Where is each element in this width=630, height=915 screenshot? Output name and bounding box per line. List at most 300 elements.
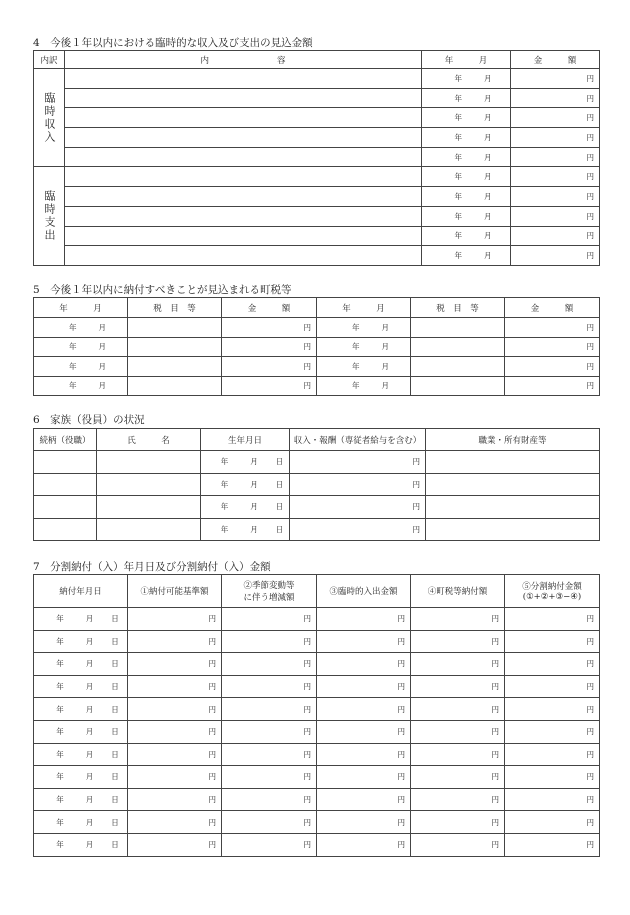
amount-cell[interactable] bbox=[222, 630, 317, 653]
month-label: 月 bbox=[85, 682, 94, 692]
amount-cell[interactable] bbox=[411, 653, 505, 676]
amount-cell[interactable] bbox=[128, 608, 222, 631]
yen-label: 円 bbox=[303, 749, 311, 759]
table-row bbox=[34, 833, 600, 856]
amount-cell[interactable] bbox=[222, 357, 317, 377]
yen-label: 円 bbox=[491, 840, 499, 850]
amount-cell[interactable] bbox=[505, 318, 600, 338]
month-label: 月 bbox=[381, 381, 389, 391]
amount-cell[interactable] bbox=[511, 187, 600, 207]
name-cell[interactable] bbox=[97, 473, 201, 496]
yen-label: 円 bbox=[303, 659, 311, 669]
yen-label: 円 bbox=[303, 840, 311, 850]
amount-cell[interactable] bbox=[511, 69, 600, 89]
yen-label: 円 bbox=[208, 817, 216, 827]
year-label: 年 bbox=[56, 636, 64, 646]
amount-cell[interactable] bbox=[317, 766, 411, 789]
section-4-title: 4 今後１年以内における臨時的な収入及び支出の見込金額 bbox=[33, 37, 313, 49]
content-cell[interactable] bbox=[65, 88, 422, 108]
year-label: 年 bbox=[56, 682, 64, 692]
amount-cell[interactable] bbox=[411, 720, 505, 743]
header-installment-line2: (①+②+③−④) bbox=[522, 592, 582, 602]
expected-tax-table bbox=[33, 297, 600, 396]
month-label: 月 bbox=[484, 152, 492, 162]
table-row bbox=[34, 743, 600, 766]
table-row bbox=[34, 496, 600, 519]
yen-label: 円 bbox=[208, 614, 216, 624]
year-label: 年 bbox=[56, 704, 64, 714]
name-cell[interactable] bbox=[97, 496, 201, 519]
tax-item-cell[interactable] bbox=[411, 337, 505, 357]
job-cell[interactable] bbox=[426, 473, 600, 496]
amount-cell[interactable] bbox=[222, 318, 317, 338]
table-row bbox=[34, 226, 600, 246]
header-yearmonth-2: 年 月 bbox=[317, 298, 411, 318]
amount-cell[interactable] bbox=[317, 743, 411, 766]
table-row bbox=[34, 766, 600, 789]
month-label: 月 bbox=[85, 704, 94, 714]
tax-item-cell[interactable] bbox=[128, 357, 222, 377]
month-label: 月 bbox=[484, 231, 492, 241]
amount-cell[interactable] bbox=[511, 88, 600, 108]
header-item-1: 税 目 等 bbox=[128, 298, 222, 318]
year-label: 年 bbox=[220, 524, 229, 534]
amount-cell[interactable] bbox=[128, 698, 222, 721]
table-row bbox=[34, 376, 600, 396]
yen-label: 円 bbox=[208, 636, 216, 646]
year-label: 年 bbox=[220, 502, 229, 512]
yen-label: 円 bbox=[491, 817, 499, 827]
yen-label: 円 bbox=[397, 772, 405, 782]
amount-cell[interactable] bbox=[317, 675, 411, 698]
yen-label: 円 bbox=[586, 211, 594, 221]
amount-cell[interactable] bbox=[505, 376, 600, 396]
year-label: 年 bbox=[56, 772, 64, 782]
amount-cell[interactable] bbox=[222, 766, 317, 789]
yen-label: 円 bbox=[491, 636, 499, 646]
date-cell[interactable] bbox=[34, 720, 128, 743]
amount-cell[interactable] bbox=[505, 608, 600, 631]
relation-cell[interactable] bbox=[34, 518, 97, 541]
header-amount-2: 金 額 bbox=[505, 298, 600, 318]
month-label: 月 bbox=[98, 381, 106, 391]
amount-cell[interactable] bbox=[317, 788, 411, 811]
yen-label: 円 bbox=[491, 795, 499, 805]
tax-item-cell[interactable] bbox=[411, 357, 505, 377]
header-breakdown: 内訳 bbox=[34, 51, 65, 69]
table-row bbox=[34, 318, 600, 338]
content-cell[interactable] bbox=[65, 246, 422, 266]
yen-label: 円 bbox=[586, 251, 594, 261]
tax-item-cell[interactable] bbox=[411, 318, 505, 338]
year-label: 年 bbox=[352, 342, 360, 352]
year-label: 年 bbox=[454, 251, 462, 261]
year-label: 年 bbox=[454, 132, 462, 142]
year-label: 年 bbox=[454, 172, 462, 182]
income-cell[interactable] bbox=[290, 518, 426, 541]
year-label: 年 bbox=[69, 342, 77, 352]
yen-label: 円 bbox=[412, 457, 420, 467]
year-label: 年 bbox=[56, 749, 64, 759]
yearmonth-cell[interactable] bbox=[34, 357, 128, 377]
year-label: 年 bbox=[454, 152, 462, 162]
content-cell[interactable] bbox=[65, 128, 422, 148]
amount-cell[interactable] bbox=[317, 833, 411, 856]
amount-cell[interactable] bbox=[128, 743, 222, 766]
amount-cell[interactable] bbox=[511, 147, 600, 167]
yearmonth-cell[interactable] bbox=[422, 147, 511, 167]
table-row bbox=[34, 675, 600, 698]
yen-label: 円 bbox=[397, 795, 405, 805]
header-payment-date: 納付年月日 bbox=[34, 575, 128, 608]
table-row bbox=[34, 608, 600, 631]
amount-cell[interactable] bbox=[317, 630, 411, 653]
yen-label: 円 bbox=[208, 659, 216, 669]
yen-label: 円 bbox=[397, 614, 405, 624]
year-label: 年 bbox=[220, 457, 229, 467]
yen-label: 円 bbox=[586, 73, 594, 83]
date-cell[interactable] bbox=[201, 451, 290, 474]
table-row bbox=[34, 187, 600, 207]
header-installment-line1: ⑤分割納付金額 bbox=[522, 582, 582, 592]
date-cell[interactable] bbox=[34, 743, 128, 766]
day-label: 日 bbox=[275, 502, 284, 512]
job-cell[interactable] bbox=[426, 496, 600, 519]
content-cell[interactable] bbox=[65, 147, 422, 167]
amount-cell[interactable] bbox=[222, 675, 317, 698]
date-cell[interactable] bbox=[34, 630, 128, 653]
amount-cell[interactable] bbox=[222, 608, 317, 631]
installment-table bbox=[33, 574, 600, 857]
amount-cell[interactable] bbox=[511, 206, 600, 226]
amount-cell[interactable] bbox=[222, 653, 317, 676]
yearmonth-cell[interactable] bbox=[422, 88, 511, 108]
month-label: 月 bbox=[250, 479, 258, 489]
amount-cell[interactable] bbox=[411, 833, 505, 856]
amount-cell[interactable] bbox=[505, 743, 600, 766]
amount-cell[interactable] bbox=[128, 766, 222, 789]
name-cell[interactable] bbox=[97, 518, 201, 541]
amount-cell[interactable] bbox=[128, 788, 222, 811]
job-cell[interactable] bbox=[426, 518, 600, 541]
header-yearmonth: 年 月 bbox=[422, 51, 511, 69]
yen-label: 円 bbox=[491, 727, 499, 737]
yearmonth-cell[interactable] bbox=[422, 128, 511, 148]
tax-item-cell[interactable] bbox=[128, 318, 222, 338]
yearmonth-cell[interactable] bbox=[422, 226, 511, 246]
year-label: 年 bbox=[69, 322, 77, 332]
yen-label: 円 bbox=[303, 704, 311, 714]
date-cell[interactable] bbox=[201, 518, 290, 541]
yearmonth-cell[interactable] bbox=[422, 167, 511, 187]
date-cell[interactable] bbox=[34, 675, 128, 698]
yen-label: 円 bbox=[491, 614, 499, 624]
date-cell[interactable] bbox=[34, 788, 128, 811]
yen-label: 円 bbox=[208, 727, 216, 737]
yen-label: 円 bbox=[303, 636, 311, 646]
amount-cell[interactable] bbox=[411, 630, 505, 653]
date-cell[interactable] bbox=[201, 473, 290, 496]
year-label: 年 bbox=[454, 113, 462, 123]
tax-item-cell[interactable] bbox=[411, 376, 505, 396]
table-row bbox=[34, 518, 600, 541]
amount-cell[interactable] bbox=[505, 833, 600, 856]
yearmonth-cell[interactable] bbox=[422, 187, 511, 207]
yen-label: 円 bbox=[586, 749, 594, 759]
yen-label: 円 bbox=[586, 231, 594, 241]
header-income: 収入・報酬（専従者給与を含む） bbox=[290, 429, 426, 451]
amount-cell[interactable] bbox=[128, 675, 222, 698]
year-label: 年 bbox=[454, 73, 462, 83]
tax-item-cell[interactable] bbox=[128, 337, 222, 357]
amount-cell[interactable] bbox=[505, 337, 600, 357]
amount-cell[interactable] bbox=[505, 630, 600, 653]
amount-cell[interactable] bbox=[411, 811, 505, 834]
amount-cell[interactable] bbox=[511, 128, 600, 148]
name-cell[interactable] bbox=[97, 451, 201, 474]
year-label: 年 bbox=[220, 479, 229, 489]
header-item-2: 税 目 等 bbox=[411, 298, 505, 318]
amount-cell[interactable] bbox=[505, 766, 600, 789]
header-amount-1: 金 額 bbox=[222, 298, 317, 318]
amount-cell[interactable] bbox=[222, 698, 317, 721]
yen-label: 円 bbox=[586, 132, 594, 142]
yen-label: 円 bbox=[586, 704, 594, 714]
amount-cell[interactable] bbox=[511, 108, 600, 128]
month-label: 月 bbox=[250, 457, 258, 467]
yearmonth-cell[interactable] bbox=[317, 376, 411, 396]
amount-cell[interactable] bbox=[505, 675, 600, 698]
amount-cell[interactable] bbox=[505, 698, 600, 721]
header-temporary-inout: ③臨時的入出金額 bbox=[317, 575, 411, 608]
amount-cell[interactable] bbox=[128, 720, 222, 743]
amount-cell[interactable] bbox=[511, 167, 600, 187]
amount-cell[interactable] bbox=[317, 720, 411, 743]
amount-cell[interactable] bbox=[128, 811, 222, 834]
date-cell[interactable] bbox=[34, 833, 128, 856]
day-label: 日 bbox=[111, 614, 119, 624]
yen-label: 円 bbox=[303, 614, 311, 624]
month-label: 月 bbox=[484, 251, 492, 261]
income-cell[interactable] bbox=[290, 451, 426, 474]
yearmonth-cell[interactable] bbox=[422, 108, 511, 128]
table-row bbox=[34, 451, 600, 474]
tax-item-cell[interactable] bbox=[128, 376, 222, 396]
header-name: 氏 名 bbox=[97, 429, 201, 451]
table-row bbox=[34, 357, 600, 377]
yen-label: 円 bbox=[586, 727, 594, 737]
relation-cell[interactable] bbox=[34, 496, 97, 519]
yen-label: 円 bbox=[303, 795, 311, 805]
month-label: 月 bbox=[85, 749, 94, 759]
yearmonth-cell[interactable] bbox=[317, 357, 411, 377]
amount-cell[interactable] bbox=[222, 743, 317, 766]
income-cell[interactable] bbox=[290, 473, 426, 496]
content-cell[interactable] bbox=[65, 206, 422, 226]
yen-label: 円 bbox=[208, 795, 216, 805]
table-row bbox=[34, 811, 600, 834]
content-cell[interactable] bbox=[65, 226, 422, 246]
table-row bbox=[34, 698, 600, 721]
table-row bbox=[34, 206, 600, 226]
amount-cell[interactable] bbox=[505, 720, 600, 743]
amount-cell[interactable] bbox=[505, 357, 600, 377]
yen-label: 円 bbox=[491, 659, 499, 669]
amount-cell[interactable] bbox=[411, 743, 505, 766]
table-row bbox=[34, 788, 600, 811]
day-label: 日 bbox=[111, 749, 119, 759]
day-label: 日 bbox=[275, 479, 284, 489]
relation-cell[interactable] bbox=[34, 451, 97, 474]
yen-label: 円 bbox=[397, 704, 405, 714]
month-label: 月 bbox=[484, 172, 492, 182]
month-label: 月 bbox=[484, 132, 492, 142]
amount-cell[interactable] bbox=[222, 376, 317, 396]
month-label: 月 bbox=[381, 322, 389, 332]
table-row bbox=[34, 128, 600, 148]
amount-cell[interactable] bbox=[505, 653, 600, 676]
year-label: 年 bbox=[454, 231, 462, 241]
year-label: 年 bbox=[352, 322, 360, 332]
yearmonth-cell[interactable] bbox=[34, 376, 128, 396]
amount-cell[interactable] bbox=[511, 226, 600, 246]
yen-label: 円 bbox=[397, 682, 405, 692]
yen-label: 円 bbox=[586, 342, 594, 352]
yen-label: 円 bbox=[586, 817, 594, 827]
amount-cell[interactable] bbox=[505, 811, 600, 834]
yearmonth-cell[interactable] bbox=[422, 246, 511, 266]
day-label: 日 bbox=[275, 524, 284, 534]
section-6-title: 6 家族（役員）の状況 bbox=[33, 414, 145, 426]
year-label: 年 bbox=[56, 795, 64, 805]
month-label: 月 bbox=[85, 795, 94, 805]
yen-label: 円 bbox=[586, 840, 594, 850]
group-label-expense: 臨時支出 bbox=[34, 167, 65, 265]
day-label: 日 bbox=[111, 772, 119, 782]
content-cell[interactable] bbox=[65, 167, 422, 187]
yearmonth-cell[interactable] bbox=[317, 318, 411, 338]
yen-label: 円 bbox=[491, 704, 499, 714]
table-row bbox=[34, 720, 600, 743]
yen-label: 円 bbox=[586, 172, 594, 182]
content-cell[interactable] bbox=[65, 108, 422, 128]
amount-cell[interactable] bbox=[317, 811, 411, 834]
relation-cell[interactable] bbox=[34, 473, 97, 496]
yearmonth-cell[interactable] bbox=[422, 206, 511, 226]
yen-label: 円 bbox=[208, 840, 216, 850]
amount-cell[interactable] bbox=[222, 811, 317, 834]
amount-cell[interactable] bbox=[128, 833, 222, 856]
yearmonth-cell[interactable] bbox=[317, 337, 411, 357]
date-cell[interactable] bbox=[34, 698, 128, 721]
amount-cell[interactable] bbox=[317, 608, 411, 631]
month-label: 月 bbox=[85, 659, 94, 669]
temporary-income-expense-table bbox=[33, 50, 600, 266]
amount-cell[interactable] bbox=[222, 788, 317, 811]
yen-label: 円 bbox=[412, 524, 420, 534]
amount-cell[interactable] bbox=[317, 698, 411, 721]
yearmonth-cell[interactable] bbox=[422, 69, 511, 89]
job-cell[interactable] bbox=[426, 451, 600, 474]
content-cell[interactable] bbox=[65, 187, 422, 207]
yen-label: 円 bbox=[586, 659, 594, 669]
year-label: 年 bbox=[56, 659, 64, 669]
yearmonth-cell[interactable] bbox=[34, 337, 128, 357]
date-cell[interactable] bbox=[34, 608, 128, 631]
table-row bbox=[34, 167, 600, 187]
amount-cell[interactable] bbox=[222, 720, 317, 743]
day-label: 日 bbox=[275, 457, 284, 467]
amount-cell[interactable] bbox=[317, 653, 411, 676]
yen-label: 円 bbox=[586, 113, 594, 123]
table-row bbox=[34, 473, 600, 496]
year-label: 年 bbox=[352, 361, 360, 371]
day-label: 日 bbox=[111, 840, 119, 850]
amount-cell[interactable] bbox=[128, 653, 222, 676]
amount-cell[interactable] bbox=[411, 608, 505, 631]
yen-label: 円 bbox=[303, 817, 311, 827]
header-tax-payment: ④町税等納付額 bbox=[411, 575, 505, 608]
amount-cell[interactable] bbox=[411, 788, 505, 811]
amount-cell[interactable] bbox=[222, 337, 317, 357]
date-cell[interactable] bbox=[34, 811, 128, 834]
year-label: 年 bbox=[56, 817, 64, 827]
yen-label: 円 bbox=[586, 93, 594, 103]
month-label: 月 bbox=[98, 361, 106, 371]
year-label: 年 bbox=[56, 727, 64, 737]
yen-label: 円 bbox=[208, 772, 216, 782]
header-seasonal-line2: に伴う増減額 bbox=[243, 593, 295, 603]
month-label: 月 bbox=[98, 342, 106, 352]
yen-label: 円 bbox=[491, 682, 499, 692]
year-label: 年 bbox=[454, 191, 462, 201]
amount-cell[interactable] bbox=[222, 833, 317, 856]
date-cell[interactable] bbox=[34, 766, 128, 789]
year-label: 年 bbox=[56, 840, 64, 850]
amount-cell[interactable] bbox=[511, 246, 600, 266]
yen-label: 円 bbox=[586, 795, 594, 805]
header-content: 内 容 bbox=[65, 51, 422, 69]
amount-cell[interactable] bbox=[411, 675, 505, 698]
yen-label: 円 bbox=[397, 636, 405, 646]
month-label: 月 bbox=[484, 191, 492, 201]
yen-label: 円 bbox=[586, 191, 594, 201]
month-label: 月 bbox=[85, 614, 94, 624]
date-cell[interactable] bbox=[201, 496, 290, 519]
amount-cell[interactable] bbox=[411, 698, 505, 721]
month-label: 月 bbox=[381, 342, 389, 352]
yen-label: 円 bbox=[586, 361, 594, 371]
table-row bbox=[34, 630, 600, 653]
month-label: 月 bbox=[381, 361, 389, 371]
yen-label: 円 bbox=[397, 659, 405, 669]
date-cell[interactable] bbox=[34, 653, 128, 676]
amount-cell[interactable] bbox=[505, 788, 600, 811]
amount-cell[interactable] bbox=[411, 766, 505, 789]
content-cell[interactable] bbox=[65, 69, 422, 89]
month-label: 月 bbox=[484, 73, 492, 83]
month-label: 月 bbox=[85, 817, 94, 827]
header-amount: 金 額 bbox=[511, 51, 600, 69]
yearmonth-cell[interactable] bbox=[34, 318, 128, 338]
yen-label: 円 bbox=[303, 322, 311, 332]
header-relation: 続柄（役職） bbox=[34, 429, 97, 451]
income-cell[interactable] bbox=[290, 496, 426, 519]
yen-label: 円 bbox=[208, 682, 216, 692]
amount-cell[interactable] bbox=[128, 630, 222, 653]
day-label: 日 bbox=[111, 659, 119, 669]
table-row bbox=[34, 88, 600, 108]
